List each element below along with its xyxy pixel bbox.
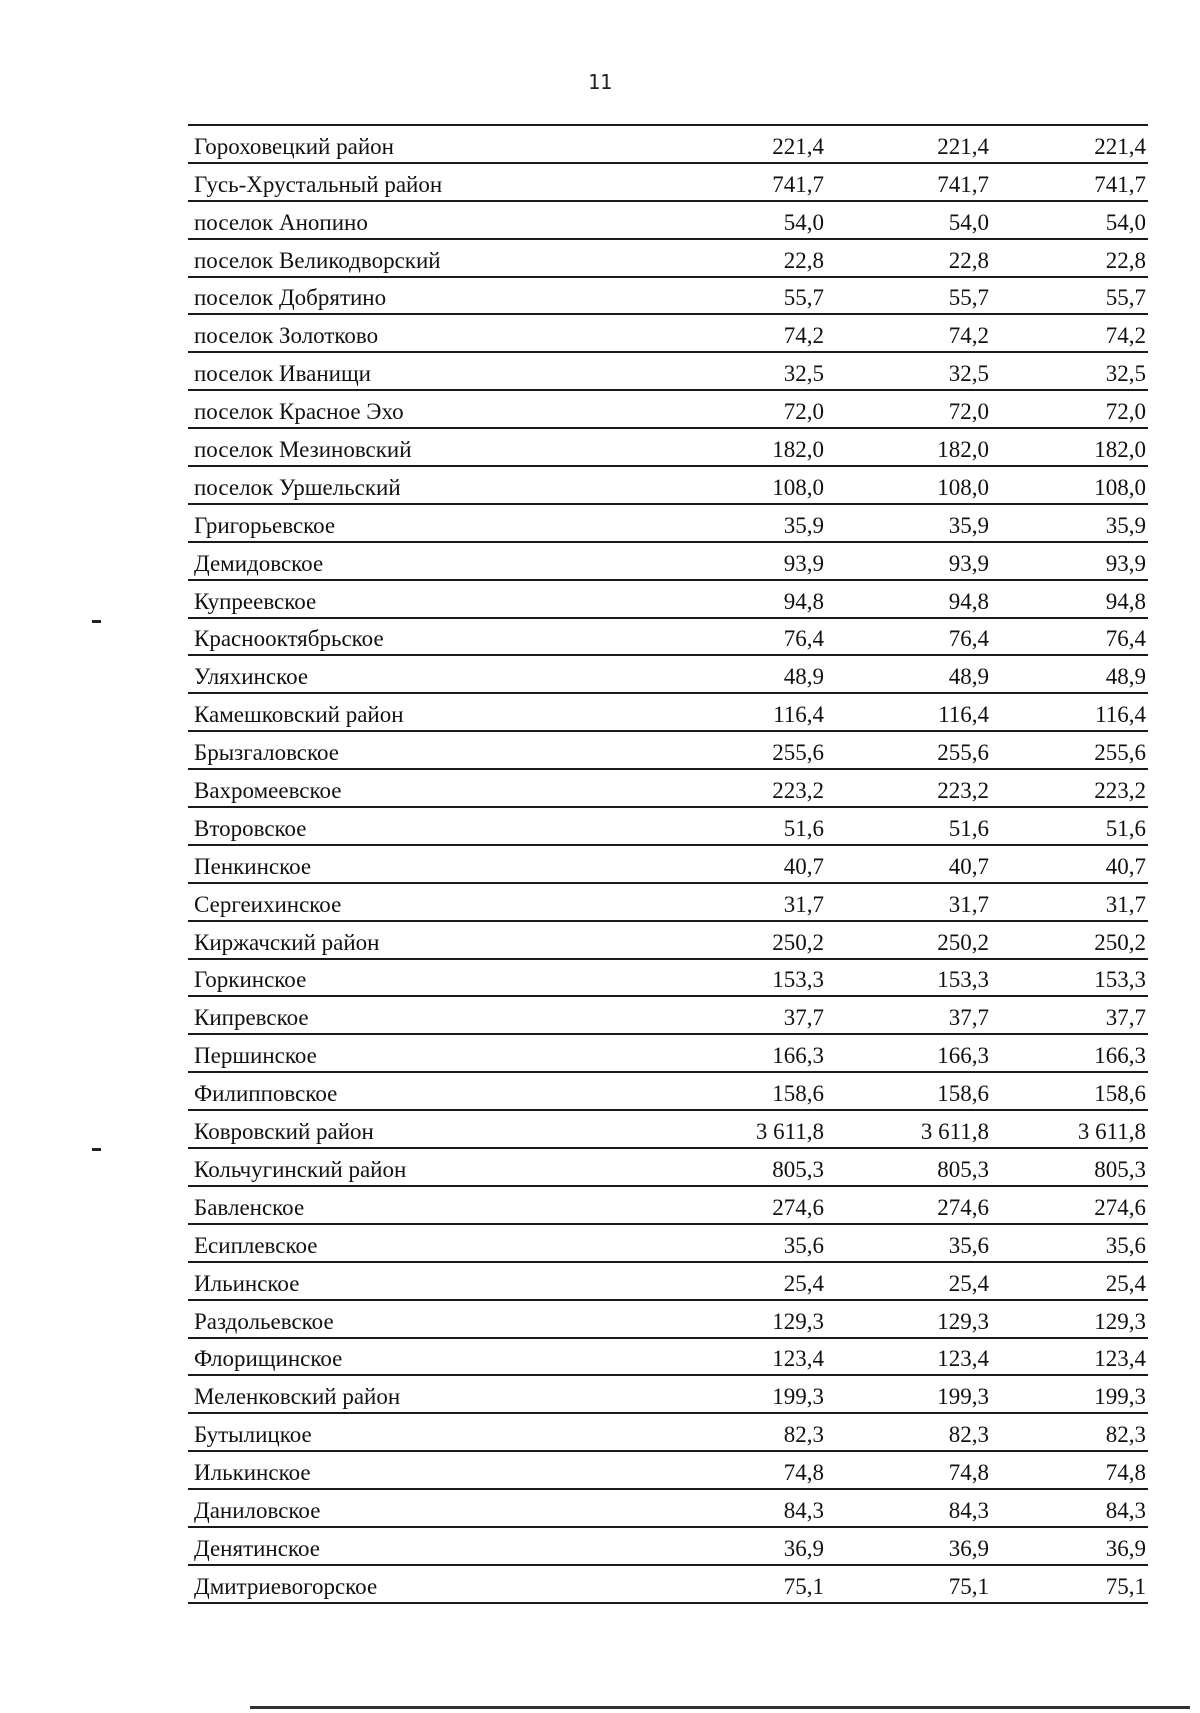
row-value-3-cell: 741,7 — [993, 163, 1148, 201]
row-value-1-cell: 221,4 — [658, 125, 828, 163]
row-value-2-cell: 116,4 — [828, 693, 993, 731]
row-value-3-cell: 25,4 — [993, 1262, 1148, 1300]
row-name-cell: Бавленское — [188, 1186, 658, 1224]
row-value-1-cell: 51,6 — [658, 807, 828, 845]
row-name-cell: Меленковский район — [188, 1375, 658, 1413]
table-body — [188, 125, 1148, 1603]
row-name-cell: поселок Мезиновский — [188, 428, 658, 466]
row-value-3-cell: 116,4 — [993, 693, 1148, 731]
row-name-cell: Кипревское — [188, 996, 658, 1034]
table-row — [188, 845, 1148, 883]
row-name-cell: Сергеихинское — [188, 883, 658, 921]
row-name-cell: поселок Великодворский — [188, 239, 658, 277]
row-name-cell: Денятинское — [188, 1527, 658, 1565]
budget-table — [188, 124, 1148, 1604]
table-row — [188, 1110, 1148, 1148]
row-name-cell: Ильинское — [188, 1262, 658, 1300]
row-value-3-cell: 108,0 — [993, 466, 1148, 504]
table-row — [188, 277, 1148, 315]
row-value-2-cell: 74,8 — [828, 1451, 993, 1489]
row-value-2-cell: 741,7 — [828, 163, 993, 201]
row-name-cell: поселок Золотково — [188, 314, 658, 352]
row-value-1-cell: 108,0 — [658, 466, 828, 504]
row-value-3-cell: 37,7 — [993, 996, 1148, 1034]
row-value-2-cell: 37,7 — [828, 996, 993, 1034]
row-value-2-cell: 274,6 — [828, 1186, 993, 1224]
table-row — [188, 731, 1148, 769]
row-value-1-cell: 153,3 — [658, 959, 828, 997]
table-row — [188, 921, 1148, 959]
table-row — [188, 618, 1148, 656]
table-row — [188, 693, 1148, 731]
row-name-cell: поселок Иванищи — [188, 352, 658, 390]
row-name-cell: Филипповское — [188, 1072, 658, 1110]
row-value-3-cell: 250,2 — [993, 921, 1148, 959]
row-value-1-cell: 55,7 — [658, 277, 828, 315]
row-value-2-cell: 74,2 — [828, 314, 993, 352]
row-name-cell: Вахромеевское — [188, 769, 658, 807]
row-value-3-cell: 76,4 — [993, 618, 1148, 656]
bottom-rule — [250, 1706, 1190, 1709]
row-value-3-cell: 182,0 — [993, 428, 1148, 466]
row-value-1-cell: 93,9 — [658, 542, 828, 580]
row-value-2-cell: 31,7 — [828, 883, 993, 921]
row-value-3-cell: 805,3 — [993, 1148, 1148, 1186]
row-name-cell: Даниловское — [188, 1489, 658, 1527]
table-row — [188, 1413, 1148, 1451]
row-value-2-cell: 84,3 — [828, 1489, 993, 1527]
table-row — [188, 1072, 1148, 1110]
row-value-3-cell: 3 611,8 — [993, 1110, 1148, 1148]
table-row — [188, 239, 1148, 277]
row-value-1-cell: 76,4 — [658, 618, 828, 656]
row-value-2-cell: 54,0 — [828, 201, 993, 239]
row-value-3-cell: 32,5 — [993, 352, 1148, 390]
row-value-2-cell: 51,6 — [828, 807, 993, 845]
row-value-3-cell: 75,1 — [993, 1565, 1148, 1603]
row-name-cell: Григорьевское — [188, 504, 658, 542]
table-row — [188, 542, 1148, 580]
row-name-cell: Есиплевское — [188, 1224, 658, 1262]
row-name-cell: поселок Уршельский — [188, 466, 658, 504]
table-row — [188, 201, 1148, 239]
row-name-cell: Илькинское — [188, 1451, 658, 1489]
row-value-3-cell: 93,9 — [993, 542, 1148, 580]
row-value-3-cell: 223,2 — [993, 769, 1148, 807]
row-value-1-cell: 129,3 — [658, 1300, 828, 1338]
row-name-cell: Бутылицкое — [188, 1413, 658, 1451]
row-name-cell: Гусь-Хрустальный район — [188, 163, 658, 201]
row-name-cell: Краснооктябрьское — [188, 618, 658, 656]
table-row — [188, 1262, 1148, 1300]
row-value-1-cell: 48,9 — [658, 655, 828, 693]
table-row — [188, 655, 1148, 693]
row-value-1-cell: 35,6 — [658, 1224, 828, 1262]
row-value-2-cell: 805,3 — [828, 1148, 993, 1186]
table-row — [188, 466, 1148, 504]
row-name-cell: Пенкинское — [188, 845, 658, 883]
table-row — [188, 1527, 1148, 1565]
row-name-cell: Брызгаловское — [188, 731, 658, 769]
row-value-2-cell: 48,9 — [828, 655, 993, 693]
row-value-2-cell: 32,5 — [828, 352, 993, 390]
table-row — [188, 504, 1148, 542]
row-value-3-cell: 55,7 — [993, 277, 1148, 315]
table-row — [188, 1148, 1148, 1186]
row-value-1-cell: 74,2 — [658, 314, 828, 352]
row-value-3-cell: 22,8 — [993, 239, 1148, 277]
page-number: 11 — [587, 70, 613, 94]
row-value-3-cell: 94,8 — [993, 580, 1148, 618]
row-value-1-cell: 37,7 — [658, 996, 828, 1034]
table-row — [188, 580, 1148, 618]
row-value-1-cell: 123,4 — [658, 1338, 828, 1376]
row-value-1-cell: 166,3 — [658, 1034, 828, 1072]
table-row — [188, 883, 1148, 921]
row-value-1-cell: 72,0 — [658, 390, 828, 428]
row-value-3-cell: 153,3 — [993, 959, 1148, 997]
table-row — [188, 125, 1148, 163]
row-value-3-cell: 54,0 — [993, 201, 1148, 239]
table-row — [188, 1565, 1148, 1603]
budget-table-container — [188, 124, 1148, 1604]
row-value-3-cell: 199,3 — [993, 1375, 1148, 1413]
row-value-1-cell: 274,6 — [658, 1186, 828, 1224]
row-name-cell: Киржачский район — [188, 921, 658, 959]
row-value-3-cell: 84,3 — [993, 1489, 1148, 1527]
row-name-cell: Раздольевское — [188, 1300, 658, 1338]
row-value-3-cell: 36,9 — [993, 1527, 1148, 1565]
row-value-3-cell: 166,3 — [993, 1034, 1148, 1072]
row-value-2-cell: 35,6 — [828, 1224, 993, 1262]
row-value-3-cell: 51,6 — [993, 807, 1148, 845]
table-row — [188, 1034, 1148, 1072]
row-value-3-cell: 221,4 — [993, 125, 1148, 163]
row-value-1-cell: 255,6 — [658, 731, 828, 769]
row-value-1-cell: 250,2 — [658, 921, 828, 959]
row-value-3-cell: 74,8 — [993, 1451, 1148, 1489]
row-value-3-cell: 158,6 — [993, 1072, 1148, 1110]
row-value-2-cell: 82,3 — [828, 1413, 993, 1451]
row-value-3-cell: 74,2 — [993, 314, 1148, 352]
row-value-3-cell: 72,0 — [993, 390, 1148, 428]
row-name-cell: Купреевское — [188, 580, 658, 618]
row-name-cell: поселок Анопино — [188, 201, 658, 239]
row-value-1-cell: 22,8 — [658, 239, 828, 277]
row-name-cell: Першинское — [188, 1034, 658, 1072]
row-name-cell: Гороховецкий район — [188, 125, 658, 163]
row-value-2-cell: 3 611,8 — [828, 1110, 993, 1148]
row-name-cell: поселок Красное Эхо — [188, 390, 658, 428]
row-value-1-cell: 35,9 — [658, 504, 828, 542]
row-value-2-cell: 40,7 — [828, 845, 993, 883]
row-value-1-cell: 3 611,8 — [658, 1110, 828, 1148]
row-value-2-cell: 182,0 — [828, 428, 993, 466]
row-value-1-cell: 36,9 — [658, 1527, 828, 1565]
row-value-1-cell: 182,0 — [658, 428, 828, 466]
row-value-1-cell: 84,3 — [658, 1489, 828, 1527]
table-row — [188, 428, 1148, 466]
row-value-3-cell: 48,9 — [993, 655, 1148, 693]
row-value-2-cell: 93,9 — [828, 542, 993, 580]
row-value-3-cell: 40,7 — [993, 845, 1148, 883]
table-row — [188, 1451, 1148, 1489]
row-name-cell: Дмитриевогорское — [188, 1565, 658, 1603]
row-value-2-cell: 250,2 — [828, 921, 993, 959]
row-name-cell: поселок Добрятино — [188, 277, 658, 315]
row-value-2-cell: 108,0 — [828, 466, 993, 504]
row-value-1-cell: 32,5 — [658, 352, 828, 390]
row-value-1-cell: 82,3 — [658, 1413, 828, 1451]
row-value-2-cell: 36,9 — [828, 1527, 993, 1565]
row-value-1-cell: 74,8 — [658, 1451, 828, 1489]
row-value-1-cell: 741,7 — [658, 163, 828, 201]
row-value-2-cell: 76,4 — [828, 618, 993, 656]
scan-mark-left-1 — [92, 620, 101, 623]
row-value-3-cell: 255,6 — [993, 731, 1148, 769]
row-value-3-cell: 35,9 — [993, 504, 1148, 542]
table-row — [188, 1300, 1148, 1338]
table-row — [188, 1338, 1148, 1376]
row-name-cell: Камешковский район — [188, 693, 658, 731]
row-value-1-cell: 805,3 — [658, 1148, 828, 1186]
row-value-1-cell: 54,0 — [658, 201, 828, 239]
row-value-1-cell: 75,1 — [658, 1565, 828, 1603]
row-value-2-cell: 158,6 — [828, 1072, 993, 1110]
row-name-cell: Флорищинское — [188, 1338, 658, 1376]
row-name-cell: Демидовское — [188, 542, 658, 580]
row-name-cell: Уляхинское — [188, 655, 658, 693]
table-row — [188, 996, 1148, 1034]
table-row — [188, 1375, 1148, 1413]
table-row — [188, 1224, 1148, 1262]
row-value-3-cell: 123,4 — [993, 1338, 1148, 1376]
row-value-3-cell: 274,6 — [993, 1186, 1148, 1224]
row-value-2-cell: 129,3 — [828, 1300, 993, 1338]
table-row — [188, 1186, 1148, 1224]
row-value-1-cell: 94,8 — [658, 580, 828, 618]
row-value-1-cell: 31,7 — [658, 883, 828, 921]
table-row — [188, 807, 1148, 845]
row-name-cell: Кольчугинский район — [188, 1148, 658, 1186]
table-row — [188, 390, 1148, 428]
row-value-3-cell: 129,3 — [993, 1300, 1148, 1338]
table-row — [188, 1489, 1148, 1527]
table-row — [188, 163, 1148, 201]
table-row — [188, 314, 1148, 352]
row-name-cell: Второвское — [188, 807, 658, 845]
row-value-1-cell: 40,7 — [658, 845, 828, 883]
row-value-2-cell: 123,4 — [828, 1338, 993, 1376]
row-value-2-cell: 22,8 — [828, 239, 993, 277]
row-value-2-cell: 223,2 — [828, 769, 993, 807]
row-value-2-cell: 221,4 — [828, 125, 993, 163]
row-value-2-cell: 153,3 — [828, 959, 993, 997]
row-value-3-cell: 35,6 — [993, 1224, 1148, 1262]
row-value-3-cell: 82,3 — [993, 1413, 1148, 1451]
row-value-1-cell: 158,6 — [658, 1072, 828, 1110]
scan-mark-left-2 — [92, 1148, 101, 1151]
table-row — [188, 959, 1148, 997]
row-value-2-cell: 35,9 — [828, 504, 993, 542]
row-name-cell: Горкинское — [188, 959, 658, 997]
row-value-2-cell: 94,8 — [828, 580, 993, 618]
row-value-2-cell: 255,6 — [828, 731, 993, 769]
row-value-1-cell: 199,3 — [658, 1375, 828, 1413]
row-value-2-cell: 25,4 — [828, 1262, 993, 1300]
table-row — [188, 352, 1148, 390]
table-row — [188, 769, 1148, 807]
row-value-2-cell: 55,7 — [828, 277, 993, 315]
row-value-2-cell: 199,3 — [828, 1375, 993, 1413]
row-value-2-cell: 75,1 — [828, 1565, 993, 1603]
row-value-3-cell: 31,7 — [993, 883, 1148, 921]
row-value-1-cell: 116,4 — [658, 693, 828, 731]
row-value-2-cell: 166,3 — [828, 1034, 993, 1072]
row-value-2-cell: 72,0 — [828, 390, 993, 428]
row-value-1-cell: 25,4 — [658, 1262, 828, 1300]
row-name-cell: Ковровский район — [188, 1110, 658, 1148]
row-value-1-cell: 223,2 — [658, 769, 828, 807]
